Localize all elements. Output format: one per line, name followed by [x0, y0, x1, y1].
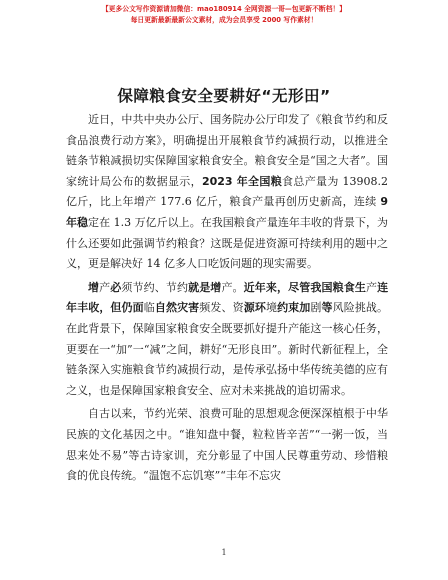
- p2-text-6: 频发、资: [199, 301, 244, 315]
- p2-text-2: 须节约、节约: [121, 280, 189, 294]
- p1-text-2: 食总产量为 13908.2 亿斤，比上年增产 177.6 亿斤，粮食产量再创历史新高，连续: [66, 174, 389, 209]
- page-number: 1: [221, 548, 227, 557]
- banner-line-1: 【更多公文写作资源请加微信：mao180914 全网资源一哥—包更新不断档！】: [101, 5, 347, 13]
- p2-bold-7: 源环: [243, 301, 266, 315]
- header-banner: [0, 4, 448, 26]
- paragraph-2: [66, 278, 388, 402]
- p1-bold-2: 9 年稳: [66, 195, 388, 229]
- p2-bold-4: 近年来，尽管我国粮食生: [243, 280, 366, 294]
- paragraph-1: [66, 110, 388, 275]
- p2-text-8: 剧: [310, 301, 322, 315]
- p2-text-3: 产。: [221, 280, 244, 294]
- p2-text-1: 产: [99, 280, 111, 294]
- p2-bold-3: 就是增: [188, 280, 222, 294]
- p1-bold-1: 2023 年全国粮: [201, 174, 283, 188]
- p2-bold-9: 等: [321, 301, 333, 315]
- banner-line-2: 每日更新最新最新公文素材，成为会员享受 2000 写作素材！: [130, 16, 318, 24]
- p2-bold-8: 约束加: [277, 301, 311, 315]
- p2-text-5: 临: [143, 301, 155, 315]
- p2-text-4: 产: [365, 280, 378, 294]
- p2-bold-5: 连年丰收，但仍面: [66, 280, 389, 315]
- page-title: 保障粮食安全要耕好“无形田”: [117, 87, 331, 105]
- document-body: [66, 110, 388, 487]
- p2-text-9: 风险挑战。在此背景下，保障国家粮食安全既要抓好提升产能这一核心任务，更要在一“加”一“减”之间，耕好“无形良田”。新时代新征程上，全链条深入实施粮食节约减损行动，是传承弘扬中华传统美德的应有之义，也是保障国家粮食安全、应对未来挑战的追切需求。: [66, 301, 389, 397]
- p2-bold-2: 必: [110, 280, 122, 294]
- paragraph-3: 自古以来，节约光荣、浪费可耻的思想观念便深深植根于中华民族的文化基因之中。“谁知盘中餐，粒粒皆辛苦”“一粥一饭，当思来处不易”等古诗家训，充分彰显了中国人民尊重劳动、珍惜粮食的优良传统。“温饱不忘饥寒”“丰年不忘灾: [66, 407, 388, 483]
- p2-bold-6: 自然灾害: [154, 301, 200, 315]
- p2-text-7: 境: [265, 301, 278, 315]
- p2-bold-1: 增: [88, 280, 100, 294]
- p1-text-3: 定在 1.3 万亿斤以上。在我国粮食产量连年丰收的背景下，为什么还要如此强调节约粮食？这既是促进资源可持续利用的题中之义，更是解决好 14 亿多人口吃饭问题的现实需要。: [66, 215, 388, 271]
- p1-text-1: 近日，中共中央办公厅、国务院办公厅印发了《粮食节约和反食品浪费行动方案》，明确提出开展粮食节约减损行动，以推进全链条节粮减损切实保障国家粮食安全。粮食安全是“国之大者”。国家统计局公布的数据显示，: [66, 113, 388, 188]
